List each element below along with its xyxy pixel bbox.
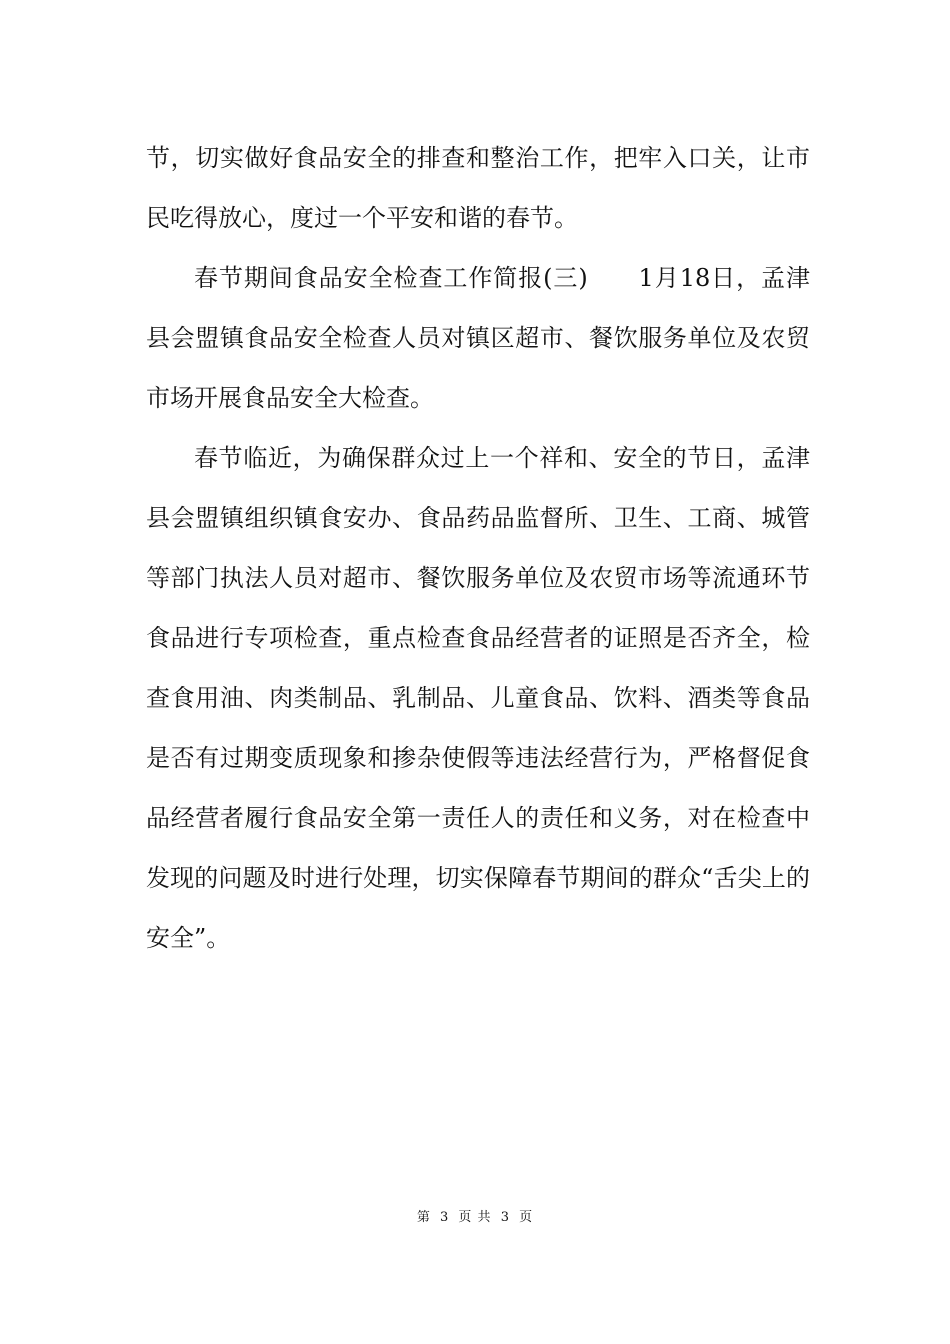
page-footer bbox=[0, 1208, 950, 1228]
document-body bbox=[146, 128, 810, 968]
paragraph-inspection-details: 春节临近，为确保群众过上一个祥和、安全的节日，孟津县会盟镇组织镇食安办、食品药品监督所、卫生、工商、城管等部门执法人员对超市、餐饮服务单位及农贸市场等流通环节食品进行专项检查，重点检查食品经营者的证照是否齐全，检查食用油、肉类制品、乳制品、儿童食品、饮料、酒类等食品是否有过期变质现象和掺杂使假等违法经营行为，严格督促食品经营者履行食品安全第一责任人的责任和义务，对在检查中发现的问题及时进行处理，切实保障春节期间的群众“舌尖上的安全”。 bbox=[146, 444, 810, 952]
paragraph-continuation: 节，切实做好食品安全的排查和整治工作，把牢入口关，让市民吃得放心，度过一个平安和谐的春节。 bbox=[146, 144, 810, 232]
footer-suffix: 页 bbox=[519, 1210, 534, 1225]
paragraph-briefing-intro: 春节期间食品安全检查工作简报(三) 1月18日，孟津县会盟镇食品安全检查人员对镇区超市、餐饮服务单位及农贸市场开展食品安全大检查。 bbox=[146, 264, 810, 412]
footer-total-pages: 3 bbox=[500, 1210, 510, 1225]
footer-current-page: 3 bbox=[440, 1210, 450, 1225]
footer-middle: 页 共 bbox=[458, 1210, 492, 1225]
footer-prefix: 第 bbox=[416, 1210, 431, 1225]
